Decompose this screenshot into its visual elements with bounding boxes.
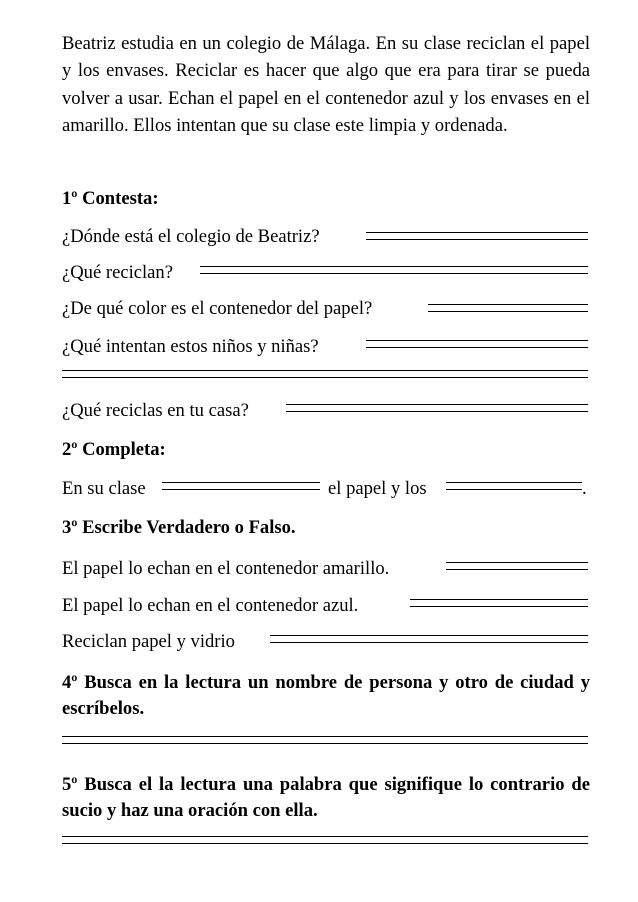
reading-passage: Beatriz estudia en un colegio de Málaga. En su clase reciclan el papel y los envases. Reciclar es hacer que algo que era para tirar se pueda volver a usar. Echan el papel en el contenedor azul y los envases en el amarillo. Ellos intentan que su clase este limpia y ordenada. — [62, 33, 590, 137]
true-false-blank-3[interactable] — [270, 635, 588, 643]
section3-heading: 3º Escribe Verdadero o Falso. — [62, 517, 296, 538]
statement-1: El papel lo echan en el contenedor amarillo. — [62, 558, 390, 579]
question-3: ¿De qué color es el contenedor del papel? — [62, 298, 373, 319]
section4-heading: 4º Busca en la lectura un nombre de persona y otro de ciudad y escríbelos. — [62, 672, 590, 719]
section1-heading: 1º Contesta: — [62, 188, 159, 209]
answer-blank-4[interactable] — [366, 340, 588, 348]
question-5: ¿Qué reciclas en tu casa? — [62, 400, 249, 421]
section2-heading: 2º Completa: — [62, 439, 166, 460]
question-4: ¿Qué intentan estos niños y niñas? — [62, 336, 319, 357]
answer-blank-3[interactable] — [428, 304, 588, 312]
answer-blank-4-extra[interactable] — [62, 370, 588, 378]
complete-blank-2[interactable] — [446, 482, 582, 490]
answer-blank-1[interactable] — [366, 232, 588, 240]
true-false-blank-1[interactable] — [446, 562, 588, 570]
question-2: ¿Qué reciclan? — [62, 262, 173, 283]
statement-3: Reciclan papel y vidrio — [62, 631, 235, 652]
complete-part-3: . — [582, 478, 587, 499]
statement-2: El papel lo echan en el contenedor azul. — [62, 595, 359, 616]
section5-heading: 5º Busca el la lectura una palabra que signifique lo contrario de sucio y haz una oración con ella. — [62, 774, 590, 821]
section5-answer-blank[interactable] — [62, 836, 588, 844]
answer-blank-5[interactable] — [286, 404, 588, 412]
answer-blank-2[interactable] — [200, 266, 588, 274]
true-false-blank-2[interactable] — [410, 599, 588, 607]
section4-answer-blank[interactable] — [62, 736, 588, 744]
complete-blank-1[interactable] — [162, 482, 320, 490]
complete-part-2: el papel y los — [328, 478, 427, 499]
complete-part-1: En su clase — [62, 478, 146, 499]
question-1: ¿Dónde está el colegio de Beatriz? — [62, 226, 320, 247]
